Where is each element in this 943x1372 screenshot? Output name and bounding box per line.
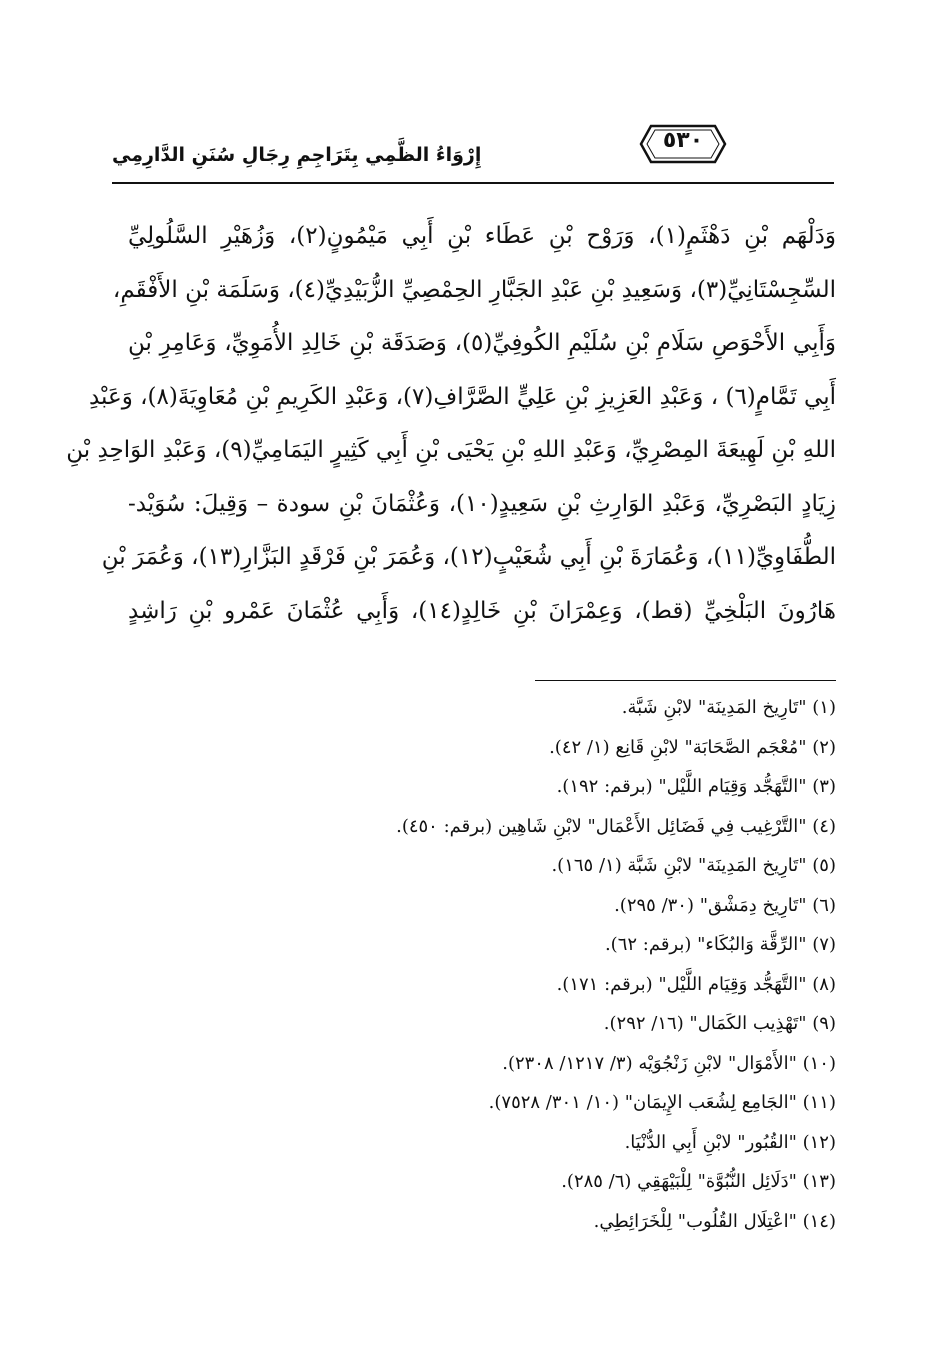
running-title: إِرْوَاءُ الظَّمِي بِتَرَاجِمِ رِجَالِ سُنَنِ الدَّارِمِي (112, 144, 482, 166)
footnote: (١١) "الجَامِع لِشُعَب الإِيمَان" (١٠/ ٣٠١/ ٧٥٢٨). (488, 1092, 836, 1113)
main-text (66, 210, 837, 638)
footnote: (٣) "التَّهَجُّد وَقِيَام اللَّيْل" (برقم: ١٩٢). (556, 776, 836, 797)
footnotes (128, 688, 836, 1241)
text-line: وَدَلْهَم بْنِ دَهْثَمٍ(١)، وَرَوْح بْنِ عَطَاء بْنِ أَبِي مَيْمُونٍ(٢)، وَزُهَيْرِ السَّلُولِيِّ (128, 223, 836, 249)
page-header (112, 120, 834, 180)
footnote: (١) "تَارِيخ المَدِينَة" لابْنِ شَبَّة. (621, 697, 836, 718)
footnote: (١٤) "اعْتِلَال القُلُوب" لِلْخَرَائِطِي. (593, 1210, 836, 1232)
footnote: (٩) "تَهْذِيب الكَمَال" (١٦/ ٢٩٢). (603, 1013, 836, 1034)
text-line: وَأَبِي الأَحْوَصِ سَلَامِ بْنِ سُلَيْمِ الكُوفِيِّ(٥)، وَصَدَقَة بْنِ خَالِدِ الأُمَوِيِّ، وَعَامِرِ بْنِ (128, 330, 836, 356)
footnote: (٢) "مُعْجَم الصَّحَابَة" لابْنِ قَانِع (١/ ٤٢). (549, 736, 836, 758)
footnote: (٦) "تَارِيخ دِمَشْق" (٣٠/ ٢٩٥). (614, 894, 836, 916)
footnote: (١٢) "القُبُور" لابْنِ أَبِي الدُّنْيَا. (624, 1131, 836, 1153)
footnote: (٥) "تَارِيخ المَدِينَة" لابْنِ شَبَّة (١/ ١٦٥). (551, 855, 836, 876)
text-line: زِيَادٍ البَصْرِيِّ، وَعَبْدِ الوَارِثِ بْنِ سَعِيدٍ(١٠)، وَعُثْمَانَ بْنِ سودة – وَقِيلَ: سُوَيْد- (128, 490, 836, 517)
footnote-separator (535, 680, 836, 681)
footnote: (٤) "التَّرْغِيب فِي فَضَائِل الأَعْمَال" لابْنِ شَاهِين (برقم: ٤٥٠). (396, 815, 836, 837)
text-line: الطُّفَاوِيِّ(١١)، وَعُمَارَةَ بْنِ أَبِي شُعَيْبٍ(١٢)، وَعُمَرَ بْنِ فَرْقَدٍ البَزَّارِ(١٣)، وَعُمَرَ بْنِ (101, 544, 836, 570)
footnote: (١٣) "دَلَائِل النُّبُوَّة" لِلْبَيْهَقِي (٦/ ٢٨٥). (561, 1171, 836, 1192)
text-line: السِّجِسْتَانِيِّ(٣)، وَسَعِيدِ بْنِ عَبْدِ الجَبَّارِ الحِمْصِيِّ الزُّبَيْدِيِّ(٤)، وَسَلَمَة بْنِ الأَفْقَمِ، (112, 276, 836, 303)
header-rule (112, 182, 834, 184)
footnote: (١٠) "الأَمْوَال" لابْنِ زَنْجُوَيْه (٣/ ١٢١٧/ ٢٣٠٨). (502, 1052, 836, 1074)
text-line: هَارُونَ البَلْخِيِّ (قط)، وَعِمْرَانَ بْنِ خَالِدٍ(١٤)، وَأَبِي عُثْمَانَ عَمْرو بْنِ رَاشِدٍ (128, 597, 837, 624)
footnote: (٨) "التَّهَجُّد وَقِيَام اللَّيْل" (برقم: ١٧١). (556, 973, 836, 995)
text-line: اللهِ بْنِ لَهِيعَةَ المِصْرِيِّ، وَعَبْدِ اللهِ بْنِ يَحْيَى بْنِ أَبِي كَثِيرٍ اليَمَامِيِّ(٩)، وَعَبْدِ الوَاحِدِ بْنِ (66, 437, 836, 463)
footnote: (٧) "الرِّقَّة وَالبُكَاء" (برقم: ٦٢). (604, 934, 836, 955)
page-number-ornament (637, 120, 729, 168)
page-number: ٥٣٠ (662, 128, 704, 153)
text-line: أَبِي تَمَّامٍ(٦) ، وَعَبْدِ العَزِيزِ بْنِ عَلِيٍّ الصَّرَّافِ(٧)، وَعَبْدِ الكَرِيمِ بْنِ مُعَاوِيَةَ(٨)، وَعَبْدِ (88, 383, 836, 410)
